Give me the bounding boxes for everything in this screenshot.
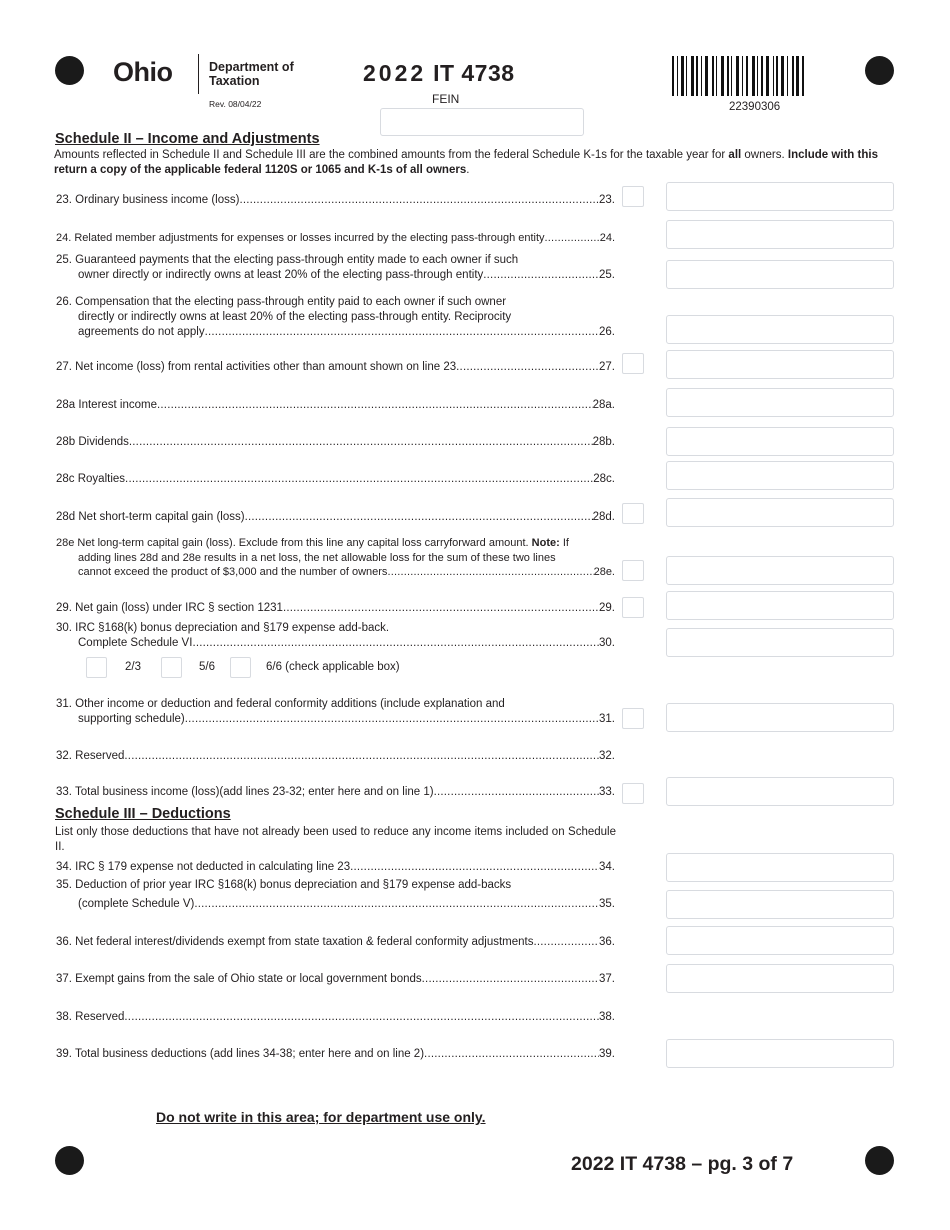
line-30-amount-input[interactable]: [666, 628, 894, 657]
line-39-number: 39.: [599, 1048, 615, 1060]
line-28a-number: 28a.: [592, 399, 615, 411]
line-37-label: 37. Exempt gains from the sale of Ohio state or local government bonds: [56, 973, 422, 985]
line-29-sign-box[interactable]: [622, 597, 644, 618]
intro-text-1: Amounts reflected in Schedule II and Schedule III are the combined amounts from the federal Schedule K-1s for the taxable year for: [54, 149, 729, 161]
registration-mark-bottom-right: [865, 1146, 894, 1175]
line-24-number: 24.: [599, 232, 615, 244]
schedule-2-title: Schedule II – Income and Adjustments: [55, 131, 320, 147]
ohio-logo: Ohio: [113, 57, 173, 87]
page-number: 2022 IT 4738 – pg. 3 of 7: [571, 1153, 794, 1175]
schedule-3-title: Schedule III – Deductions: [55, 806, 231, 822]
line-37: [56, 972, 615, 987]
line-31: [56, 697, 615, 727]
line-28e-label-3: cannot exceed the product of $3,000 and the number of owners: [78, 566, 388, 578]
line-28d: [56, 510, 615, 525]
line-28c-label: 28c Royalties: [56, 473, 126, 485]
line-28e-sign-box[interactable]: [622, 560, 644, 581]
line-30-number: 30.: [599, 637, 615, 649]
line-26-label-1: 26. Compensation that the electing pass-through entity paid to each owner if such owner: [56, 296, 507, 308]
fein-label: FEIN: [432, 92, 460, 106]
line-28e-note: Note:: [531, 537, 560, 549]
line-33-number: 33.: [599, 786, 615, 798]
line-38-number: 38.: [599, 1011, 615, 1023]
department-name: [209, 60, 294, 88]
line-30-checkbox-5-6[interactable]: [161, 657, 182, 678]
line-29: [56, 601, 615, 616]
line-28b-number: 28b.: [592, 436, 615, 448]
line-27-amount-input[interactable]: [666, 350, 894, 379]
form-name: IT 4738: [433, 60, 515, 86]
line-29-label: 29. Net gain (loss) under IRC § section 1231: [56, 602, 283, 614]
line-28a-amount-input[interactable]: [666, 388, 894, 417]
schedule-2-intro: [54, 148, 894, 178]
line-33-amount-input[interactable]: [666, 777, 894, 806]
line-31-label-2: supporting schedule): [78, 713, 185, 725]
department-line-1: Department of: [209, 60, 294, 74]
line-24: [56, 231, 615, 246]
line-27-number: 27.: [599, 361, 615, 373]
line-31-sign-box[interactable]: [622, 708, 644, 729]
line-39: [56, 1047, 615, 1062]
line-35-number: 35.: [599, 898, 615, 910]
line-28e-label-2: adding lines 28d and 28e results in a net loss, the net allowable loss for the sum of these two lines: [78, 551, 556, 564]
line-26-label-3: agreements do not apply: [78, 326, 205, 338]
line-27-label: 27. Net income (loss) from rental activities other than amount shown on line 23: [56, 361, 457, 373]
line-30-option-2-3: 2/3: [125, 661, 141, 673]
line-28c-amount-input[interactable]: [666, 461, 894, 490]
line-38: [56, 1010, 615, 1025]
intro-bold-2: Include with this return a copy of the applicable federal 1120S or 1065 and K-1s of all owners: [54, 149, 878, 176]
line-36: [56, 935, 615, 950]
barcode-number: 22390306: [729, 101, 781, 113]
line-30-option-6-6: 6/6 (check applicable box): [266, 661, 400, 673]
line-28d-amount-input[interactable]: [666, 498, 894, 527]
line-23-label: 23. Ordinary business income (loss): [56, 194, 240, 206]
line-37-amount-input[interactable]: [666, 964, 894, 993]
line-31-label-1: 31. Other income or deduction and federal conformity additions (include explanation and: [56, 698, 505, 710]
department-line-2: Taxation: [209, 74, 260, 88]
line-28d-label: 28d Net short-term capital gain (loss): [56, 511, 245, 523]
line-30-label-1: 30. IRC §168(k) bonus depreciation and §179 expense add-back.: [56, 622, 390, 634]
line-23: [56, 193, 615, 208]
line-25-amount-input[interactable]: [666, 260, 894, 289]
line-23-sign-box[interactable]: [622, 186, 644, 207]
line-34-label: 34. IRC § 179 expense not deducted in calculating line 23: [56, 861, 351, 873]
form-year: 2022: [363, 60, 427, 86]
line-23-number: 23.: [599, 194, 615, 206]
line-25-number: 25.: [599, 269, 615, 281]
line-27-sign-box[interactable]: [622, 353, 644, 374]
line-28b-label: 28b Dividends: [56, 436, 129, 448]
registration-mark-top-right: [865, 56, 894, 85]
line-39-label: 39. Total business deductions (add lines 34-38; enter here and on line 2): [56, 1048, 425, 1060]
line-28d-sign-box[interactable]: [622, 503, 644, 524]
line-26-number: 26.: [599, 326, 615, 338]
line-24-amount-input[interactable]: [666, 220, 894, 249]
line-37-number: 37.: [599, 973, 615, 985]
line-30-checkbox-2-3[interactable]: [86, 657, 107, 678]
line-30-label-2: Complete Schedule VI: [78, 637, 193, 649]
line-25: [56, 253, 615, 283]
barcode: [672, 56, 839, 96]
line-28b: [56, 435, 615, 450]
line-31-amount-input[interactable]: [666, 703, 894, 732]
department-use-note: Do not write in this area; for department use only.: [156, 1109, 486, 1125]
line-39-amount-input[interactable]: [666, 1039, 894, 1068]
line-35-amount-input[interactable]: [666, 890, 894, 919]
line-33-label: 33. Total business income (loss)(add lines 23-32; enter here and on line 1): [56, 786, 434, 798]
line-31-number: 31.: [599, 713, 615, 725]
line-26: [56, 295, 615, 340]
intro-bold-1: all: [728, 149, 742, 161]
line-25-label-1: 25. Guaranteed payments that the electing pass-through entity made to each owner if such: [56, 254, 519, 266]
registration-mark-top-left: [55, 56, 84, 85]
line-35-label-1: 35. Deduction of prior year IRC §168(k) bonus depreciation and §179 expense add-backs: [56, 879, 512, 891]
line-30-option-5-6: 5/6: [199, 661, 215, 673]
form-title: [363, 60, 515, 87]
line-33-sign-box[interactable]: [622, 783, 644, 804]
line-26-label-2: directly or indirectly owns at least 20% of the electing pass-through entity. Reciprocity: [78, 311, 512, 323]
line-28d-number: 28d.: [592, 511, 615, 523]
registration-mark-bottom-left: [55, 1146, 84, 1175]
line-25-label-2: owner directly or indirectly owns at least 20% of the electing pass-through entity: [78, 269, 484, 281]
line-35: [56, 878, 615, 912]
line-30-checkbox-6-6[interactable]: [230, 657, 251, 678]
intro-text-2: owners.: [741, 149, 788, 161]
logo-divider: [198, 54, 199, 94]
line-28e-label-1: 28e Net long-term capital gain (loss). Exclude from this line any capital loss carryforward amount.: [56, 537, 532, 549]
intro-text-end: .: [466, 164, 470, 176]
line-28a: [56, 398, 615, 413]
line-29-amount-input[interactable]: [666, 591, 894, 620]
line-38-label: 38. Reserved: [56, 1011, 125, 1023]
line-23-amount-input[interactable]: [666, 182, 894, 211]
line-32-number: 32.: [599, 750, 615, 762]
line-26-amount-input[interactable]: [666, 315, 894, 344]
line-36-amount-input[interactable]: [666, 926, 894, 955]
line-29-number: 29.: [599, 602, 615, 614]
line-30: [56, 621, 615, 651]
line-28e-number: 28e.: [593, 566, 615, 578]
line-28c: [56, 472, 615, 487]
line-24-label: 24. Related member adjustments for expenses or losses incurred by the electing pass-through entity: [56, 232, 545, 244]
line-28a-label: 28a Interest income: [56, 399, 158, 411]
line-36-label: 36. Net federal interest/dividends exempt from state taxation & federal conformity adjustments: [56, 936, 534, 948]
line-35-label-2: (complete Schedule V): [78, 898, 195, 910]
line-32: [56, 749, 615, 764]
schedule-3-intro: List only those deductions that have not already been used to reduce any income items included on Schedule II.: [55, 826, 616, 853]
line-33: [56, 785, 615, 800]
fein-input[interactable]: [380, 108, 584, 136]
line-34-amount-input[interactable]: [666, 853, 894, 882]
line-28e-amount-input[interactable]: [666, 556, 894, 585]
line-34-number: 34.: [599, 861, 615, 873]
line-36-number: 36.: [599, 936, 615, 948]
line-28c-number: 28c.: [593, 473, 615, 485]
line-34: [56, 860, 615, 875]
line-32-label: 32. Reserved: [56, 750, 125, 762]
line-28b-amount-input[interactable]: [666, 427, 894, 456]
line-28e: [56, 536, 615, 580]
revision-date: Rev. 08/04/22: [209, 99, 262, 109]
line-27: [56, 360, 615, 375]
line-28e-if: If: [559, 537, 569, 549]
